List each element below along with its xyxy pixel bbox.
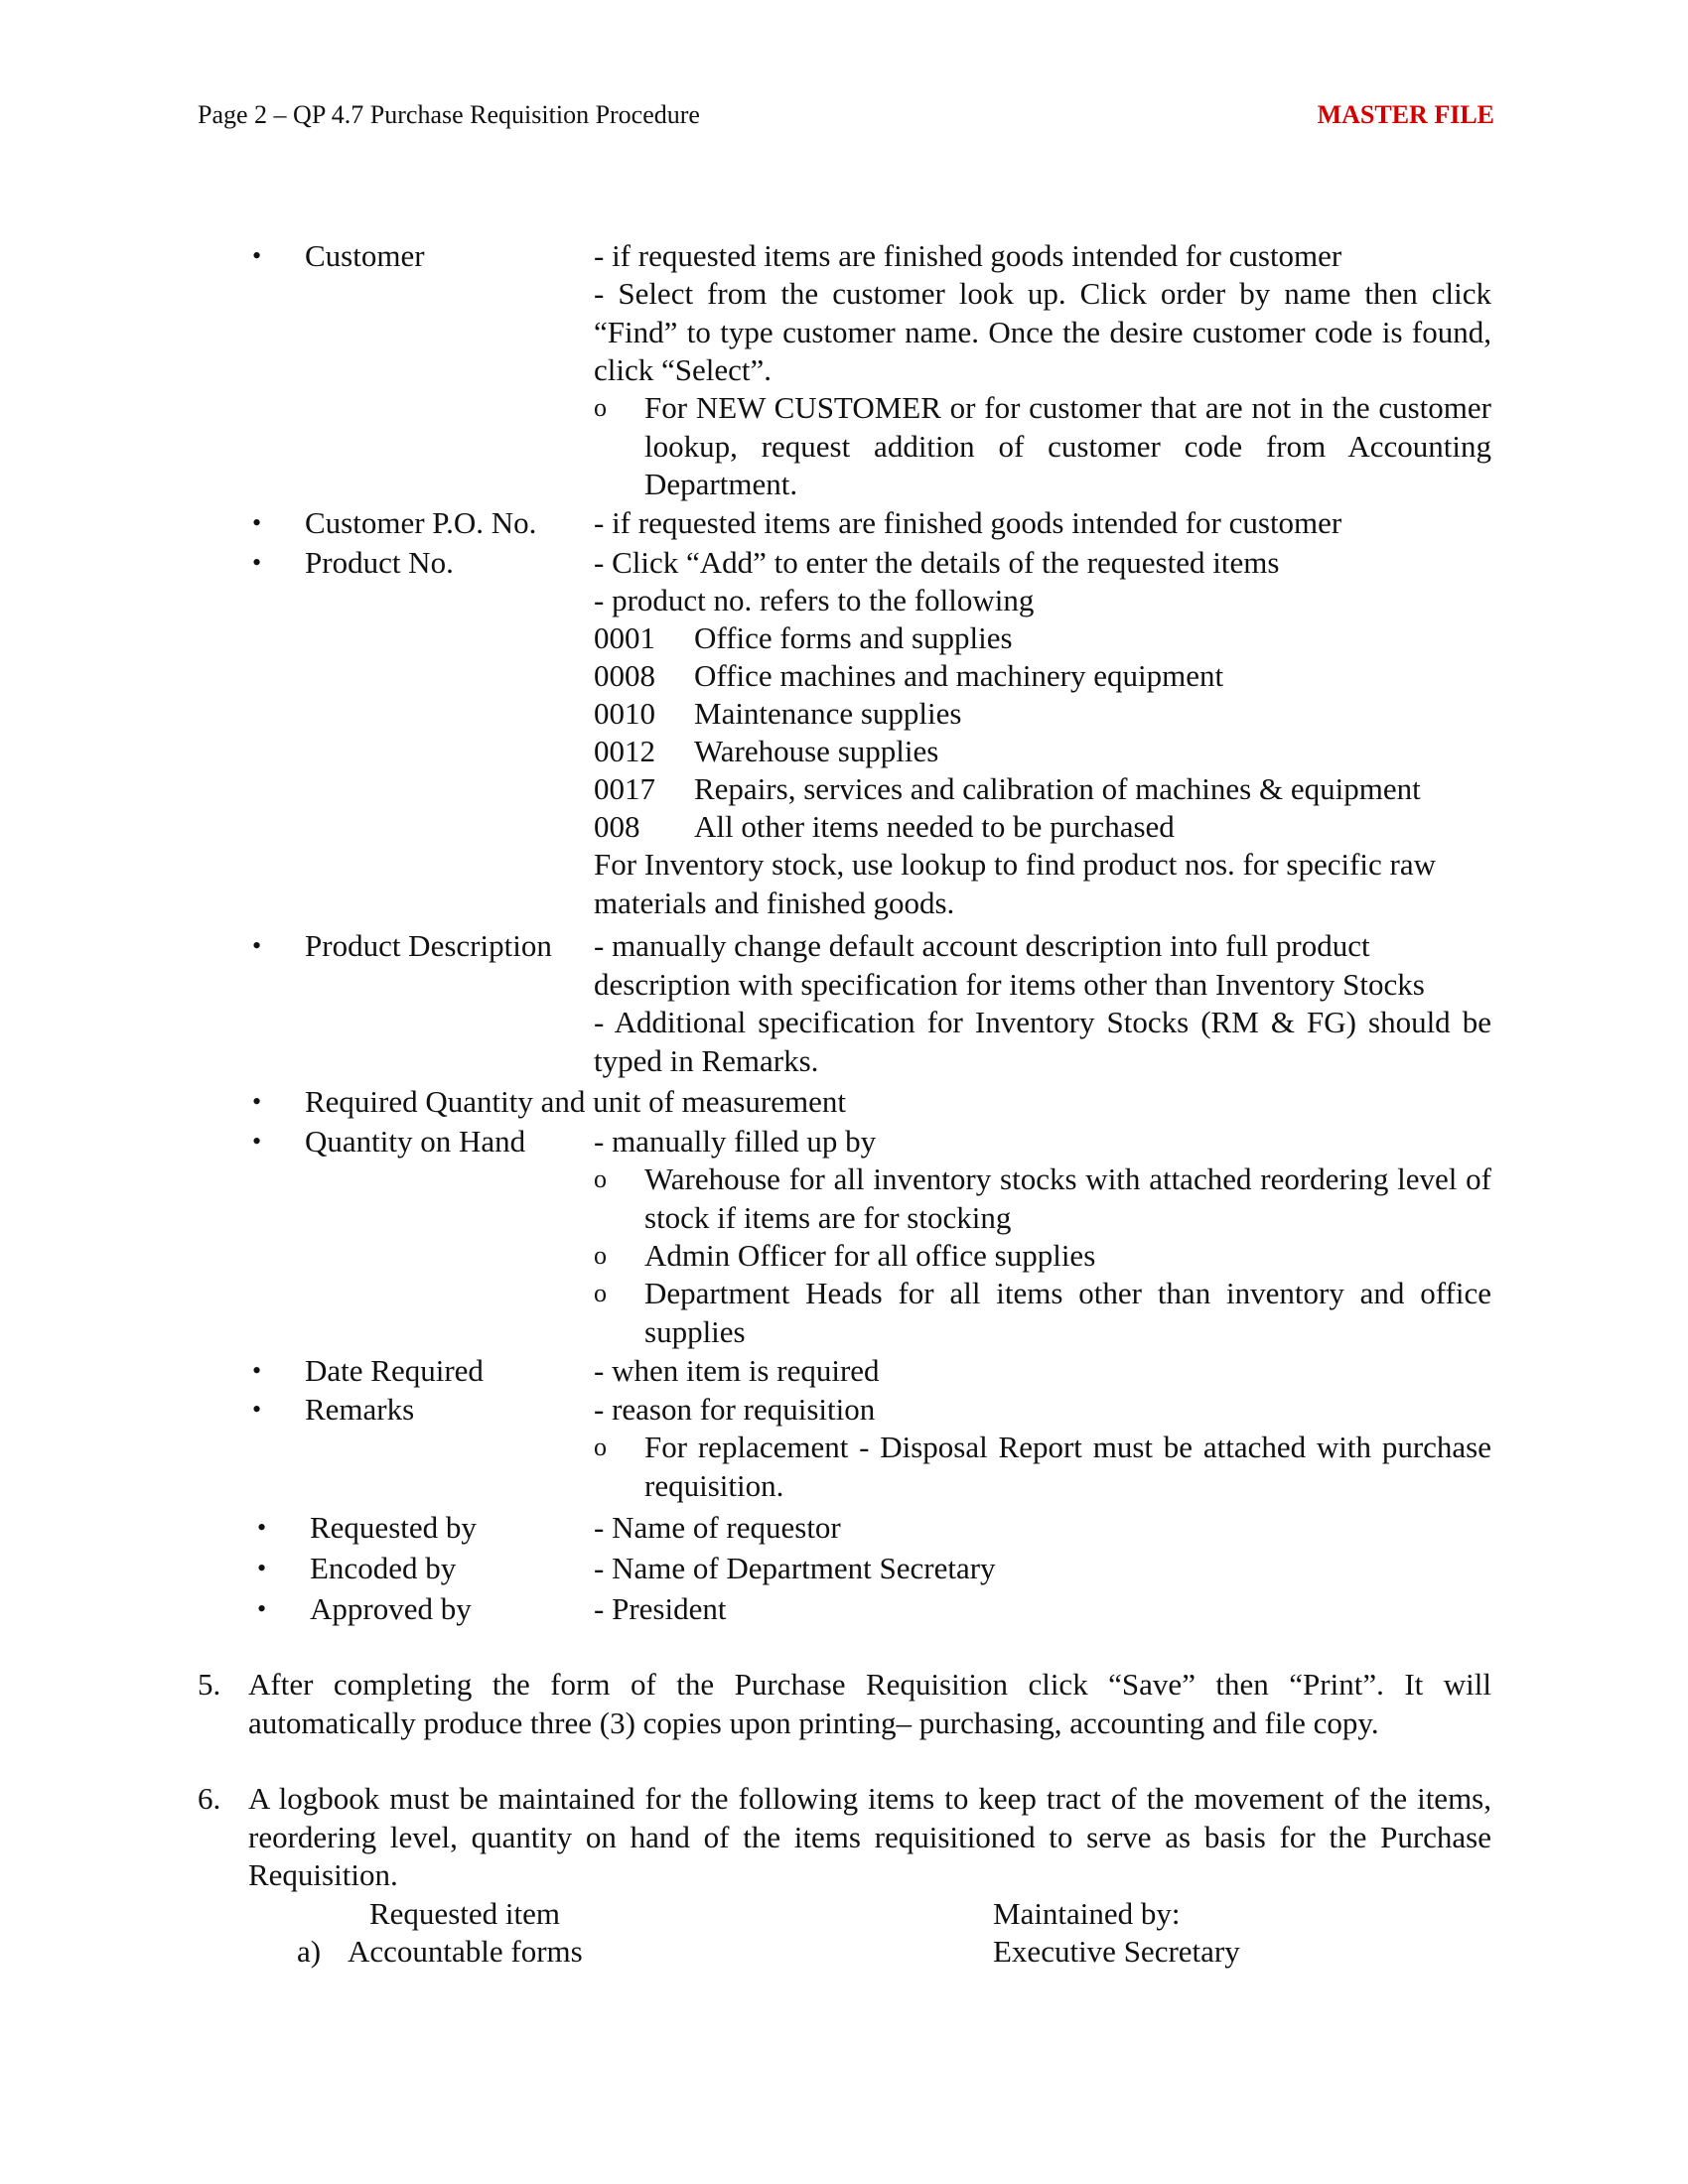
product-code: 0010 [594, 696, 655, 731]
step-text: After completing the form of the Purchase Requisition click “Save” then “Print”. It will automatically produce three (3) copies upon printing– purchasing, accounting and file copy. [248, 1667, 1491, 1740]
product-code: 0012 [594, 734, 655, 768]
field-desc: - manually change default account description into full product description with specification for items other than Inventory Stocks [594, 928, 1425, 1002]
field-label-customer-po: Customer P.O. No. [305, 505, 537, 540]
product-code: 0001 [594, 620, 655, 655]
field-label-customer: Customer [305, 238, 425, 273]
field-desc: - Name of requestor [594, 1510, 841, 1545]
field-desc: - Name of Department Secretary [594, 1551, 996, 1585]
product-code-desc: All other items needed to be purchased [694, 809, 1175, 844]
field-desc: - manually filled up by [594, 1124, 877, 1159]
field-desc: - reason for requisition [594, 1392, 876, 1427]
field-label-required-quantity: Required Quantity and unit of measurement [305, 1084, 846, 1119]
sub-bullet: o [594, 1164, 607, 1193]
sub-bullet: o [594, 1433, 607, 1461]
sub-item: For replacement - Disposal Report must be attached with purchase requisition. [644, 1430, 1491, 1503]
sub-item: Warehouse for all inventory stocks with attached reordering level of stock if items are for stocking [644, 1161, 1491, 1235]
sub-item: For NEW CUSTOMER or for customer that are not in the customer lookup, request addition of customer code from Accounting Department. [644, 390, 1491, 502]
product-code-desc: Office forms and supplies [694, 620, 1013, 655]
bullet: • [252, 1395, 262, 1424]
bullet: • [252, 1356, 262, 1385]
field-desc: - Select from the customer look up. Click order by name then click “Find” to type customer name. Once the desire customer code is found, click “Select”. [594, 276, 1491, 388]
sub-bullet: o [594, 1241, 607, 1270]
product-code-desc: Maintenance supplies [694, 696, 962, 731]
product-code: 008 [594, 809, 640, 844]
field-label-approved-by: Approved by [310, 1591, 472, 1626]
maintainer: Executive Secretary [993, 1934, 1240, 1969]
field-label-remarks: Remarks [305, 1392, 415, 1427]
col-header-requested-item: Requested item [369, 1896, 560, 1931]
step-number: 6. [198, 1781, 221, 1816]
field-desc: - if requested items are finished goods intended for customer [594, 505, 1342, 540]
bullet: • [257, 1554, 267, 1582]
product-code-desc: Repairs, services and calibration of machines & equipment [694, 771, 1421, 806]
sub-item: Department Heads for all items other than inventory and office supplies [644, 1276, 1491, 1349]
field-label-product-no: Product No. [305, 545, 454, 580]
bullet: • [252, 931, 262, 960]
field-desc: - President [594, 1591, 727, 1626]
field-desc: - Additional specification for Inventory Stocks (RM & FG) should be typed in Remarks. [594, 1005, 1491, 1078]
field-desc: - when item is required [594, 1353, 880, 1388]
bullet: • [252, 508, 262, 537]
product-code: 0017 [594, 771, 655, 806]
field-label-quantity-on-hand: Quantity on Hand [305, 1124, 526, 1159]
field-label-date-required: Date Required [305, 1353, 484, 1388]
master-file-label: MASTER FILE [1317, 100, 1494, 129]
page-header-left: Page 2 – QP 4.7 Purchase Requisition Procedure [198, 100, 700, 129]
bullet: • [252, 1087, 262, 1116]
field-desc: - if requested items are finished goods intended for customer [594, 238, 1342, 273]
field-desc: - Click “Add” to enter the details of the requested items [594, 545, 1280, 580]
product-code-desc: Warehouse supplies [694, 734, 939, 768]
bullet: • [257, 1594, 267, 1623]
sub-item: Admin Officer for all office supplies [644, 1238, 1096, 1273]
product-code: 0008 [594, 658, 655, 693]
bullet: • [257, 1513, 267, 1542]
field-label-requested-by: Requested by [310, 1510, 477, 1545]
product-code-desc: Office machines and machinery equipment [694, 658, 1224, 693]
bullet: • [252, 241, 262, 270]
bullet: • [252, 1127, 262, 1156]
sub-bullet: o [594, 1279, 607, 1307]
field-label-product-description: Product Description [305, 928, 552, 963]
sub-bullet: o [594, 393, 607, 422]
requested-item: Accountable forms [348, 1934, 583, 1969]
bullet: • [252, 548, 262, 577]
step-number: 5. [198, 1667, 221, 1702]
field-desc: - product no. refers to the following [594, 583, 1035, 617]
step-text: A logbook must be maintained for the following items to keep tract of the movement of the items, reordering level, quantity on hand of the items requisitioned to serve as basis for the Purchase Requisition. [248, 1781, 1491, 1893]
item-letter: a) [297, 1934, 322, 1969]
col-header-maintained-by: Maintained by: [993, 1896, 1181, 1931]
field-label-encoded-by: Encoded by [310, 1551, 457, 1585]
product-note: For Inventory stock, use lookup to find product nos. for specific raw materials and finished goods. [594, 847, 1437, 920]
